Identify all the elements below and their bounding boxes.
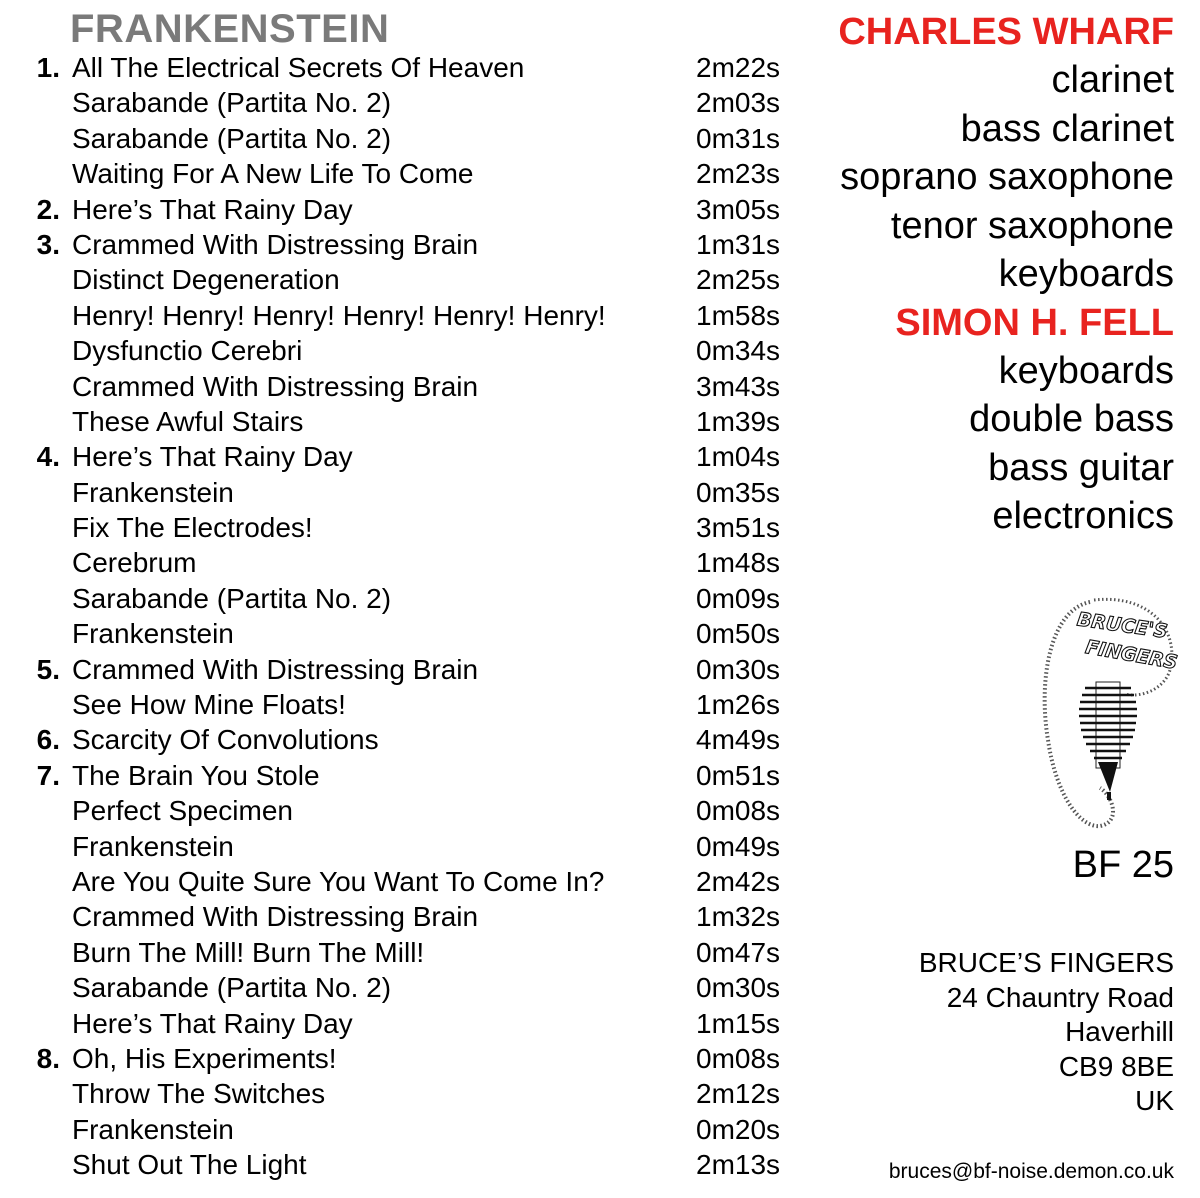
track-row <box>0 475 800 510</box>
track-row <box>0 262 800 297</box>
track-row <box>0 758 800 793</box>
track-title: Burn The Mill! Burn The Mill! <box>72 936 425 968</box>
track-number: 6. <box>36 724 60 756</box>
address-line: CB9 8BE <box>1058 1050 1174 1082</box>
track-title: Sarabande (Partita No. 2) <box>72 972 392 1004</box>
track-title: Fix The Electrodes! <box>72 512 313 544</box>
track-duration: 0m50s <box>696 618 781 650</box>
track-number: 2. <box>36 193 60 225</box>
track-row <box>0 121 800 156</box>
album-title: FRANKENSTEIN <box>70 7 390 51</box>
track-title: Frankenstein <box>72 830 234 862</box>
tracklist <box>0 50 800 1183</box>
track-row <box>0 935 800 970</box>
address-line: Haverhill <box>1065 1016 1174 1047</box>
track-number: 4. <box>36 441 60 473</box>
track-number: 5. <box>36 653 60 685</box>
track-title: Waiting For A New Life To Come <box>72 158 474 190</box>
track-title: The Brain You Stole <box>72 759 320 791</box>
track-row <box>0 722 800 757</box>
track-duration: 0m35s <box>696 476 781 508</box>
track-title: See How Mine Floats! <box>72 689 346 721</box>
musician-credits <box>774 8 1174 541</box>
track-row <box>0 227 800 262</box>
address-line: 24 Chauntry Road <box>946 981 1174 1013</box>
track-duration: 2m13s <box>696 1149 781 1181</box>
track-title: Scarcity Of Convolutions <box>72 724 379 756</box>
track-row <box>0 829 800 864</box>
track-duration: 2m12s <box>696 1078 781 1110</box>
musician-name: SIMON H. FELL <box>895 301 1174 344</box>
track-duration: 1m15s <box>696 1007 781 1039</box>
track-row <box>0 298 800 333</box>
track-row <box>0 439 800 474</box>
track-title: Sarabande (Partita No. 2) <box>72 87 392 119</box>
track-row <box>0 1041 800 1076</box>
track-duration: 3m43s <box>696 370 781 402</box>
track-duration: 0m31s <box>696 122 781 154</box>
track-duration: 2m25s <box>696 264 781 296</box>
track-row <box>0 545 800 580</box>
track-title: Here’s That Rainy Day <box>72 1007 353 1039</box>
track-number: 8. <box>36 1042 60 1074</box>
track-duration: 1m04s <box>696 441 781 473</box>
track-duration: 0m30s <box>696 653 781 685</box>
instrument: tenor saxophone <box>890 204 1174 247</box>
track-row <box>0 369 800 404</box>
instrument: clarinet <box>1051 59 1174 101</box>
track-number: 7. <box>36 759 60 791</box>
label-address <box>919 946 1174 1119</box>
instrument: keyboards <box>998 253 1174 295</box>
track-title: Frankenstein <box>72 618 234 650</box>
track-row <box>0 581 800 616</box>
instrument: bass guitar <box>988 446 1174 489</box>
track-duration: 1m39s <box>696 405 781 437</box>
track-duration: 0m08s <box>696 1042 781 1074</box>
track-title: Crammed With Distressing Brain <box>72 228 479 260</box>
instrument: electronics <box>992 495 1174 537</box>
track-row <box>0 333 800 368</box>
track-title: Are You Quite Sure You Want To Come In? <box>72 865 605 897</box>
track-title: Sarabande (Partita No. 2) <box>72 122 392 154</box>
track-row <box>0 1076 800 1111</box>
track-row <box>0 616 800 651</box>
catalog-number: BF 25 <box>1072 844 1174 886</box>
track-row <box>0 404 800 439</box>
track-duration: 4m49s <box>696 724 781 756</box>
track-row <box>0 156 800 191</box>
track-row <box>0 687 800 722</box>
track-title: Oh, His Experiments! <box>72 1042 337 1074</box>
track-duration: 2m22s <box>696 52 781 83</box>
instrument: double bass <box>969 398 1174 440</box>
track-duration: 0m49s <box>696 830 781 862</box>
track-title: Frankenstein <box>72 476 234 508</box>
track-row <box>0 1112 800 1147</box>
track-row <box>0 85 800 120</box>
track-duration: 0m08s <box>696 795 781 827</box>
address-line: BRUCE’S FINGERS <box>918 947 1174 978</box>
track-duration: 1m26s <box>696 689 781 721</box>
track-duration: 1m32s <box>696 901 781 933</box>
track-title: Dysfunctio Cerebri <box>72 335 303 367</box>
track-row <box>0 192 800 227</box>
musician-name: CHARLES WHARF <box>838 11 1174 53</box>
track-number: 1. <box>36 52 60 83</box>
track-title: Here’s That Rainy Day <box>72 441 353 473</box>
track-duration: 2m23s <box>696 158 781 190</box>
track-duration: 0m51s <box>696 759 781 791</box>
logo-text-line2: FINGERS <box>1083 636 1180 674</box>
track-duration: 0m47s <box>696 936 781 968</box>
track-duration: 0m20s <box>696 1113 781 1145</box>
track-number: 3. <box>36 228 60 260</box>
track-row <box>0 970 800 1005</box>
track-duration: 2m03s <box>696 87 781 119</box>
track-duration: 1m31s <box>696 228 781 260</box>
track-title: Frankenstein <box>72 1113 234 1145</box>
track-duration: 0m09s <box>696 582 781 614</box>
track-row <box>0 1006 800 1041</box>
track-title: Henry! Henry! Henry! Henry! Henry! Henry! <box>72 299 606 331</box>
track-title: Here’s That Rainy Day <box>72 193 353 225</box>
label-logo <box>1030 590 1180 835</box>
track-row <box>0 652 800 687</box>
track-duration: 3m05s <box>696 193 781 225</box>
track-title: Sarabande (Partita No. 2) <box>72 582 392 614</box>
instrument: keyboards <box>998 349 1174 392</box>
track-title: These Awful Stairs <box>72 405 304 437</box>
track-row <box>0 50 800 85</box>
track-title: All The Electrical Secrets Of Heaven <box>72 52 525 83</box>
track-title: Perfect Specimen <box>72 795 293 827</box>
track-title: Crammed With Distressing Brain <box>72 653 479 685</box>
track-duration: 3m51s <box>696 512 781 544</box>
track-title: Shut Out The Light <box>72 1149 307 1181</box>
track-row <box>0 510 800 545</box>
track-row <box>0 864 800 899</box>
bruces-fingers-microphone-logo-icon <box>1030 590 1180 835</box>
track-row <box>0 1147 800 1182</box>
track-row <box>0 899 800 934</box>
track-title: Throw The Switches <box>72 1078 326 1110</box>
track-duration: 1m58s <box>696 299 781 331</box>
instrument: soprano saxophone <box>840 156 1174 198</box>
label-email[interactable]: bruces@bf-noise.demon.co.uk <box>888 1160 1174 1183</box>
instrument: bass clarinet <box>960 107 1174 150</box>
track-duration: 0m34s <box>696 335 781 367</box>
microphone-icon <box>1079 682 1137 800</box>
track-title: Cerebrum <box>72 547 197 579</box>
track-title: Crammed With Distressing Brain <box>72 901 479 933</box>
track-title: Crammed With Distressing Brain <box>72 370 479 402</box>
track-duration: 0m30s <box>696 972 781 1004</box>
track-duration: 1m48s <box>696 547 781 579</box>
address-line: UK <box>1135 1085 1174 1116</box>
track-duration: 2m42s <box>696 865 781 897</box>
logo-text-line1: BRUCE'S <box>1075 608 1169 643</box>
track-row <box>0 793 800 828</box>
track-title: Distinct Degeneration <box>72 264 340 296</box>
